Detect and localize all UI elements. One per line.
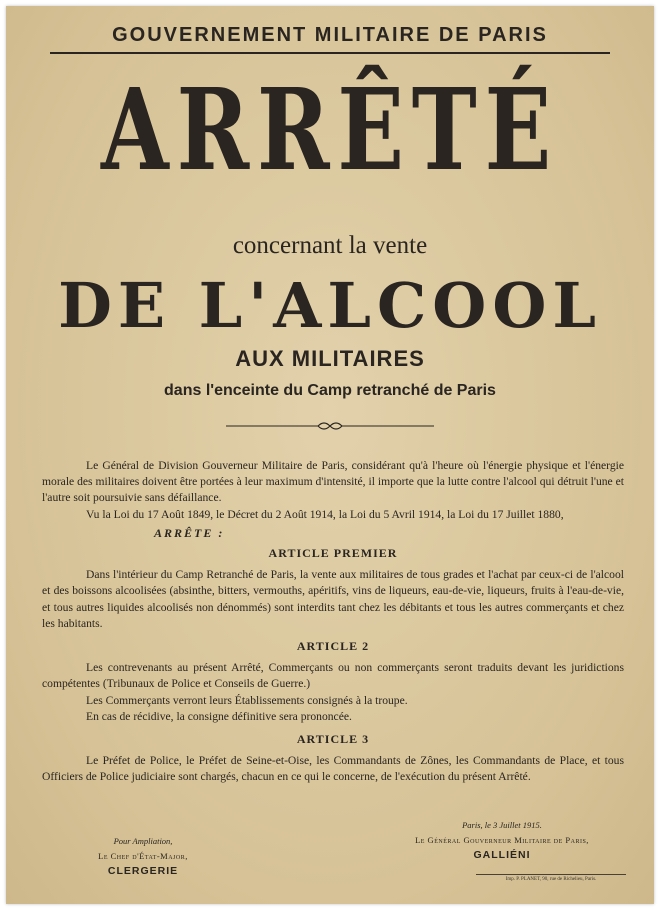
- article-2-text: En cas de récidive, la consigne définitive sera prononcée.: [86, 709, 352, 723]
- signature-right-date: Paris, le 3 Juillet 1915.: [462, 820, 542, 830]
- subtitle-camp: dans l'enceinte du Camp retranché de Paris: [164, 382, 496, 399]
- legal-references: Vu la Loi du 17 Août 1849, le Décret du 2 Août 1914, la Loi du 5 Avril 1914, la Loi du 17 Juillet 1880,: [86, 507, 564, 521]
- article-3-heading: ARTICLE 3: [296, 732, 370, 747]
- ornament-divider: [226, 419, 434, 433]
- header-rule: [50, 52, 610, 54]
- subtitle-concerning: concernant la vente: [232, 232, 428, 259]
- article-1-heading: ARTICLE PREMIER: [268, 546, 398, 561]
- article-2-heading: ARTICLE 2: [296, 639, 370, 654]
- decree-body: [42, 458, 624, 786]
- signature-left-line-1: Pour Ampliation,: [113, 836, 173, 846]
- signature-right-name: GALLIÉNI: [473, 849, 531, 861]
- article-3-text: Le Préfet de Police, le Préfet de Seine-et-Oise, les Commandants de Zônes, les Commandants de Place, et tous Officiers de Police judiciaire sont chargés, chacun en ce qui le concerne, de l'exécution du présent Arrêté.: [42, 754, 624, 784]
- article-2-text: Les contrevenants au présent Arrêté, Commerçants ou non commerçants seront traduits devant les juridictions compétentes (Tribunaux de Police et Conseils de Guerre.): [42, 661, 624, 691]
- article-1-text: Dans l'intérieur du Camp Retranché de Paris, la vente aux militaires de tous grades et l'achat par ceux-ci de l'alcool et des boissons alcoolisées (absinthe, bitters, vermouths, apéritifs, vins de liqueurs, eau-de-vie, liqueurs, fruits à l'eau-de-vie, et tous autres liquides alcoolisés non dénommés) sont interdits tant chez les débitants et tous les autres commerçants et chez les habitants.: [42, 568, 624, 630]
- subtitle-military: AUX MILITAIRES: [235, 346, 425, 371]
- signature-left-name: CLERGERIE: [107, 865, 179, 877]
- header-title: GOUVERNEMENT MILITAIRE DE PARIS: [112, 24, 548, 46]
- signature-left: [58, 834, 228, 879]
- signature-right: [402, 818, 602, 863]
- main-title: ARRÊTÉ: [101, 65, 559, 196]
- printer-imprint: Imp. P. PLANET, 90, rue de Richelieu, Paris.: [476, 874, 626, 882]
- subtitle-alcohol: DE L'ALCOOL: [58, 269, 602, 342]
- article-2-text: Les Commerçants verront leurs Établissements consignés à la troupe.: [86, 693, 408, 707]
- arrete-label: ARRÊTE :: [154, 525, 225, 540]
- signature-right-line-2: Le Général Gouverneur Militaire de Paris,: [415, 835, 589, 845]
- preamble-paragraph: Le Général de Division Gouverneur Militaire de Paris, considérant qu'à l'heure où l'énergie physique et l'énergie morale des militaires doivent être portées à leur maximum d'intensité, il importe que la lutte contre l'alcool qui détruit l'une et l'autre soit poursuivie sans défaillance.: [42, 459, 624, 505]
- signature-left-line-2: Le Chef d'État-Major,: [98, 851, 188, 861]
- poster: [6, 6, 654, 904]
